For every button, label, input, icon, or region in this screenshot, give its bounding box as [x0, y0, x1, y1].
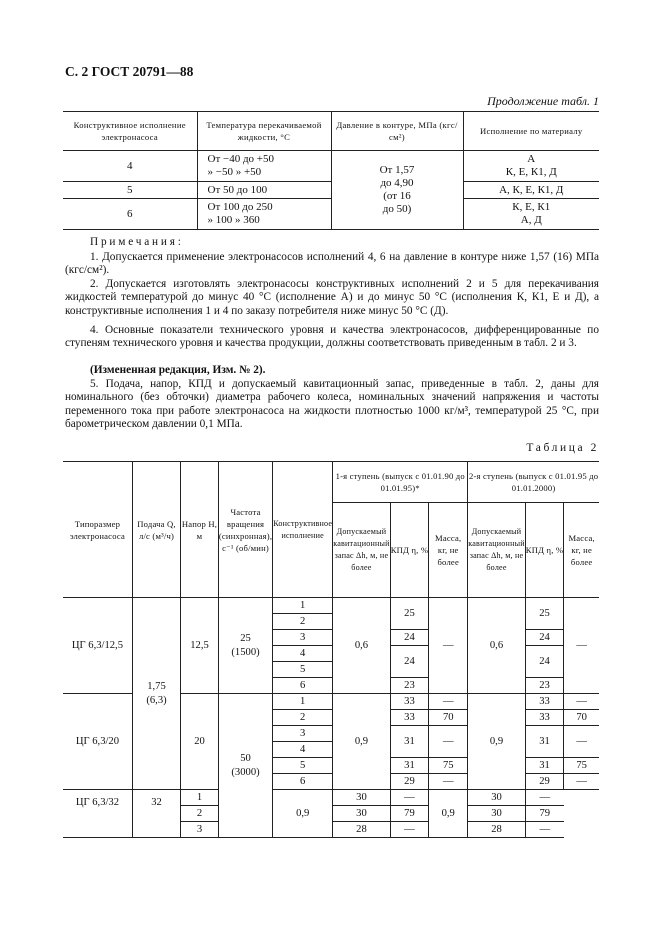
t2-cell-npsh: 0,9	[333, 694, 391, 790]
t2-cell-mass: —	[390, 790, 429, 806]
t2-cell-mass: 70	[564, 710, 599, 726]
t2-header-eff-1: КПД η, %	[390, 503, 429, 598]
t2-cell-eff: 29	[525, 774, 564, 790]
t2-cell-eff: 28	[468, 822, 526, 838]
table-2	[63, 461, 599, 838]
t2-cell-variant: 4	[273, 646, 333, 662]
t2-cell-variant: 2	[181, 806, 219, 822]
t2-header-head: Напор H, м	[181, 462, 219, 598]
t2-cell-eff: 23	[525, 678, 564, 694]
t2-freq-line: 50	[240, 752, 251, 764]
t2-cell-flow	[132, 598, 180, 790]
note-2: 2. Допускается изготовлять электронасосы конструктивных исполнений 2 и 5 для перекачивания жидкостей температурой до минус 40 °С (исполнение А) и до минус 50 °С (исполнения К, К1, Е и Д), а конструктивные исполнения 1 и 4 по заказу потребителя ниже минус 50 °С (Д).	[65, 278, 599, 317]
t2-freq-line: 25	[240, 632, 251, 644]
table-row	[63, 598, 599, 614]
t1-pressure-line: От 1,57	[379, 164, 415, 176]
t2-cell-variant: 1	[273, 694, 333, 710]
t2-cell-eff: 33	[390, 710, 429, 726]
t2-cell-mass: 79	[525, 806, 564, 822]
t2-cell-eff: 33	[525, 694, 564, 710]
t2-cell-npsh: 0,9	[468, 694, 526, 790]
t1-pressure-line: до 50)	[382, 203, 412, 215]
t1-material-line: К, Е, К1	[512, 201, 551, 213]
t2-freq-line: (1500)	[231, 646, 260, 658]
t1-header-material: Исполнение по материалу	[463, 112, 599, 151]
t2-header-npsh-1: Допускаемый кавитационный запас Δh, м, не более	[333, 503, 391, 598]
page-title: С. 2 ГОСТ 20791—88	[65, 64, 194, 79]
t2-cell-model: ЦГ 6,3/20	[63, 694, 132, 790]
t1-header-temperature: Температура перекачиваемой жидкости, °С	[197, 112, 331, 151]
edit-note: (Измененная редакция, Изм. № 2).	[90, 364, 266, 376]
table-row	[63, 151, 599, 182]
t1-cell-temp	[197, 199, 331, 230]
t2-cell-eff: 24	[525, 630, 564, 646]
t2-header-mass-1: Масса, кг, не более	[429, 503, 468, 598]
t2-cell-variant: 1	[273, 598, 333, 614]
t2-cell-mass: —	[525, 822, 564, 838]
t1-cell-temp	[197, 151, 331, 182]
t2-cell-eff: 25	[525, 598, 564, 630]
t1-temp-line: » −50 » +50	[207, 166, 262, 178]
t2-cell-eff: 30	[468, 790, 526, 806]
t1-material-line: А, Д	[520, 214, 542, 226]
t2-cell-head: 20	[181, 694, 219, 790]
t2-cell-eff: 24	[390, 630, 429, 646]
t2-cell-mass: —	[525, 790, 564, 806]
t2-cell-mass: —	[429, 774, 468, 790]
t1-cell-material	[463, 151, 599, 182]
t2-cell-head: 12,5	[181, 598, 219, 694]
t1-cell-pressure	[331, 151, 463, 230]
t2-cell-mass: 79	[390, 806, 429, 822]
t1-cell-material	[463, 199, 599, 230]
t1-cell-temp: От 50 до 100	[197, 182, 331, 199]
t1-cell-variant: 4	[63, 151, 197, 182]
t2-cell-freq	[218, 694, 272, 838]
t2-cell-mass: 75	[429, 758, 468, 774]
t2-cell-eff: 23	[390, 678, 429, 694]
t2-header-stage2: 2-я ступень (выпуск с 01.01.95 до 01.01.2000)	[468, 462, 599, 503]
t2-cell-model: ЦГ 6,3/12,5	[63, 598, 132, 694]
t2-cell-eff: 28	[333, 822, 391, 838]
t2-cell-mass: —	[564, 694, 599, 710]
t2-header-model: Типоразмер электронасоса	[63, 462, 132, 598]
t2-cell-mass: —	[564, 598, 599, 694]
t1-material-line: К, Е, К1, Д	[505, 166, 557, 178]
t2-cell-variant: 6	[273, 774, 333, 790]
t1-pressure-line: до 4,90	[380, 177, 414, 189]
t2-cell-mass: —	[564, 726, 599, 758]
t2-cell-variant: 6	[273, 678, 333, 694]
t2-cell-eff: 29	[390, 774, 429, 790]
t2-cell-eff: 30	[333, 806, 391, 822]
note-1: 1. Допускается применение электронасосов исполнений 4, 6 на давление в контуре ниже 1,57 (16) МПа (кгс/см²).	[65, 251, 599, 277]
t2-cell-eff: 25	[390, 598, 429, 630]
t2-cell-npsh: 0,9	[273, 790, 333, 838]
notes-heading: Примечания:	[90, 236, 184, 248]
t2-header-variant: Конструктивное исполнение	[273, 462, 333, 598]
t1-material-line: А	[527, 153, 536, 165]
t2-cell-eff: 31	[390, 726, 429, 758]
paragraph-4: 4. Основные показатели технического уровня и качества электронасосов, дифференцированные по ступеням технического уровня и качества продукции, должны соответствовать приведенным в табл. 2 и 3.	[65, 324, 599, 350]
t2-cell-npsh: 0,6	[333, 598, 391, 694]
t2-cell-eff: 24	[525, 646, 564, 678]
t2-cell-mass: —	[564, 774, 599, 790]
t2-cell-npsh: 0,6	[468, 598, 526, 694]
t2-cell-npsh: 0,9	[429, 790, 468, 838]
t2-header-mass-2: Масса, кг, не более	[564, 503, 599, 598]
t2-flow-line: (6,3)	[146, 694, 167, 706]
table-row	[63, 790, 599, 806]
t2-cell-eff: 33	[390, 694, 429, 710]
table-1-continued	[63, 111, 599, 230]
t2-cell-eff: 31	[525, 726, 564, 758]
t2-header-npsh-2: Допускаемый кавитационный запас Δh, м, не более	[468, 503, 526, 598]
t2-cell-head: 32	[132, 790, 180, 838]
t2-cell-variant: 5	[273, 758, 333, 774]
t2-header-eff-2: КПД η, %	[525, 503, 564, 598]
t1-temp-line: От −40 до +50	[207, 153, 275, 165]
t2-freq-line: (3000)	[231, 766, 260, 778]
paragraph-5: 5. Подача, напор, КПД и допускаемый кавитационный запас, приведенные в табл. 2, даны для номинального (без обточки) диаметра рабочего колеса, номинальных значений напряжения и частоты переменного тока при работе электронасоса на жидкости плотностью 1000 кг/м³, температурой 25 °С, при барометрическом давлении 0,1 МПа.	[65, 378, 599, 430]
t2-cell-variant: 3	[273, 630, 333, 646]
t2-cell-eff: 30	[468, 806, 526, 822]
t1-header-pressure: Давление в контуре, МПа (кгс/см²)	[331, 112, 463, 151]
t2-cell-mass: 75	[564, 758, 599, 774]
table-2-caption: Таблица 2	[526, 442, 599, 454]
t2-cell-eff: 33	[525, 710, 564, 726]
table-continuation-caption: Продолжение табл. 1	[487, 94, 599, 108]
t1-cell-variant: 5	[63, 182, 197, 199]
t1-temp-line: » 100 » 360	[207, 214, 260, 226]
t1-temp-line: От 100 до 250	[207, 201, 273, 213]
t1-cell-material: А, К, Е, К1, Д	[463, 182, 599, 199]
t2-cell-eff: 30	[333, 790, 391, 806]
t1-cell-variant: 6	[63, 199, 197, 230]
t2-header-stage1: 1-я ступень (выпуск с 01.01.90 до 01.01.95)*	[333, 462, 468, 503]
t2-header-freq: Частота вращения (синхронная), с⁻¹ (об/мин)	[218, 462, 272, 598]
t1-pressure-line: (от 16	[383, 190, 411, 202]
t1-header-variant: Конструктивное исполнение электронасоса	[63, 112, 197, 151]
t2-cell-freq	[218, 598, 272, 694]
t2-cell-eff: 24	[390, 646, 429, 678]
t2-cell-eff: 31	[390, 758, 429, 774]
t2-cell-variant: 1	[181, 790, 219, 806]
t2-cell-variant: 2	[273, 710, 333, 726]
t2-cell-mass: —	[390, 822, 429, 838]
t2-flow-line: 1,75	[147, 680, 166, 692]
t2-cell-model: ЦГ 6,3/32	[63, 790, 132, 838]
t2-cell-mass: —	[429, 598, 468, 694]
t2-cell-variant: 4	[273, 742, 333, 758]
t2-cell-mass: —	[429, 726, 468, 758]
t2-cell-variant: 3	[181, 822, 219, 838]
t2-cell-eff: 31	[525, 758, 564, 774]
t2-cell-mass: —	[429, 694, 468, 710]
t2-cell-variant: 3	[273, 726, 333, 742]
t2-cell-mass: 70	[429, 710, 468, 726]
t2-cell-variant: 2	[273, 614, 333, 630]
t2-header-flow: Подача Q, л/с (м³/ч)	[132, 462, 180, 598]
t2-cell-variant: 5	[273, 662, 333, 678]
